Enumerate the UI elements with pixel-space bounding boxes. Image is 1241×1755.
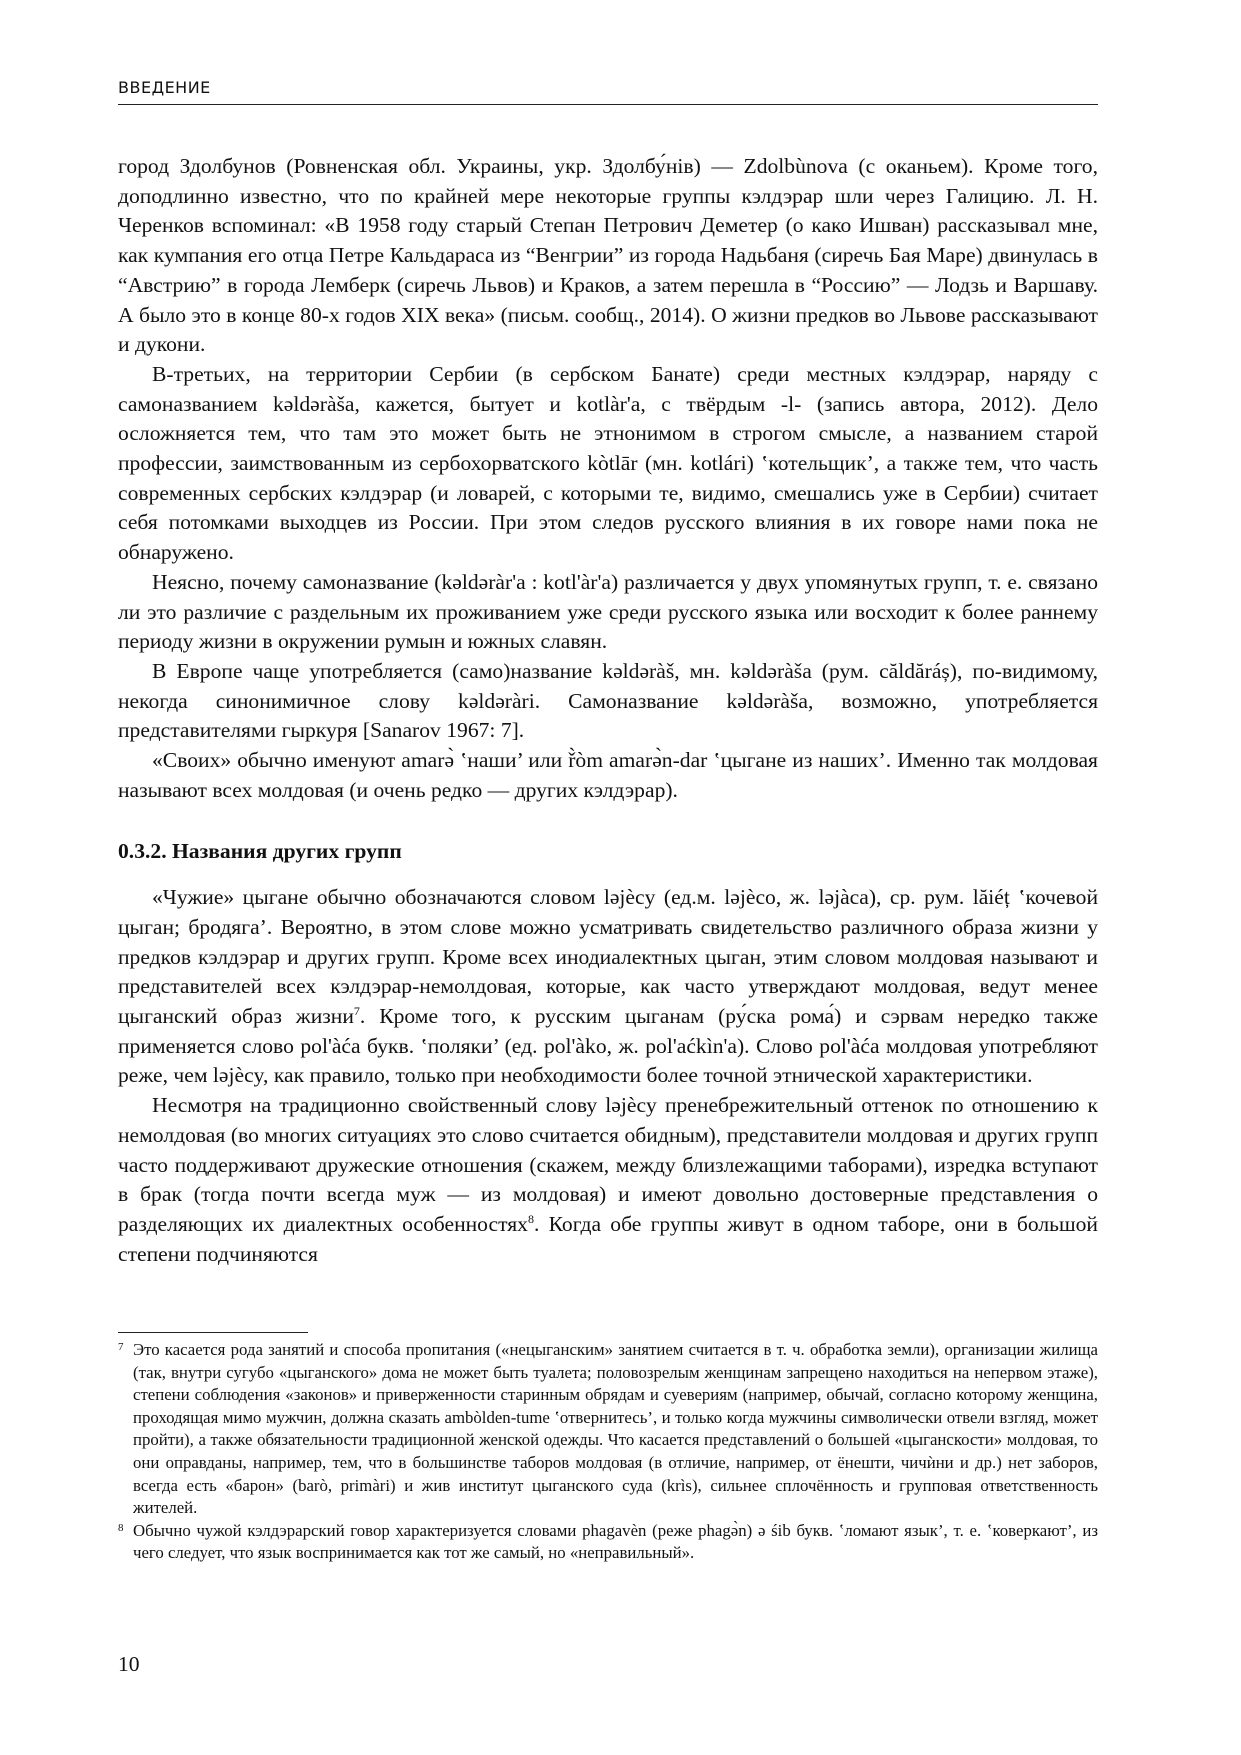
section-paragraph-1-text-after: . Кроме того, к русским цыганам (ру́ска рома́) и сэрвам нередко также применяется слово pol'àća букв. ʽполяки’ (ед. pol'àko, ж. pol'aćkìn'a). Слово pol'àća молдовая употребляют реже, чем ləjècy, как правило, только при необходимости более точной этнической характеристики. <box>118 1003 1099 1088</box>
footnote-8 <box>118 1520 1098 1565</box>
section-paragraph-2-text-after: . Когда обе группы живут в одном таборе, они в большой степени подчиняются <box>118 1211 1098 1266</box>
paragraph-4: В Европе чаще употребляется (само)название kəldəràš, мн. kəldəràša (рум. căldăráș), по-видимому, некогда синонимичное слову kəldəràri. Самоназвание kəldəràša, возможно, употребляется представителями гыркуря [Sanarov 1967: 7]. <box>118 658 1098 743</box>
paragraph-5: «Своих» обычно именуют amarə̀ ʽнаши’ или ř̀òm amarə̀n-dar ʽцыгане из наших’. Именно так молдовая называют всех молдовая (и очень редко — других кэлдэрар). <box>118 748 1098 802</box>
paragraph-1: город Здолбунов (Ровненская обл. Украины, укр. Здолбу́нів) — Zdolbùnova (с оканьем). Кроме того, доподлинно известно, что по крайней мере некоторые группы кэлдэрар шли через Галицию. Л. Н. Черенков вспоминал: «В 1958 году старый Степан Петрович Деметер (о како Ишван) рассказывал мне, как кумпания его отца Петре Кальдараса из “Венгрии” из города Надьбаня (сиречь Бая Маре) двинулась в “Австрию” в города Лемберк (сиречь Львов) и Краков, а затем перешла в “Россию” — Лодзь и Варшаву. А было это в конце 80-х годов XIX века» (письм. сообщ., 2014). О жизни предков во Львове рассказывают и дукони. <box>118 154 1098 357</box>
section-paragraph-2 <box>118 1091 1098 1269</box>
footnote-7 <box>118 1339 1098 1520</box>
footnote-divider <box>118 1332 308 1333</box>
paragraph-3: Неясно, почему самоназвание (kəldəràr'a : kotl'àr'a) различается у двух упомянутых групп, т. е. связано ли это различие с раздельным их проживанием уже среди русского языка или восходит к более раннему периоду жизни в окружении румын и южных славян. <box>118 569 1098 654</box>
section-paragraph-2-text: Несмотря на традиционно свойственный слову ləjècy пренебрежительный оттенок по отношению к немолдовая (во многих ситуациях это слово считается обидным), представители молдовая и других групп часто поддерживают дружеские отношения (скажем, между близлежащими таборами), изредка вступают в брак (тогда почти всегда муж — из молдовая) и имеют довольно достоверные представления о разделяющих их диалектных особенностях <box>118 1093 1098 1236</box>
footnote-ref-8[interactable]: 8 <box>527 1211 534 1226</box>
footnote-8-number: 8 <box>118 1521 124 1534</box>
paragraph-2: В-третьих, на территории Сербии (в сербском Банате) среди местных кэлдэрар, наряду с самоназванием kəldəràša, кажется, бытует и kotlàr'a, с твёрдым -l- (запись автора, 2012). Дело осложняется тем, что там это может быть не этнонимом в строгом смысле, а названием старой профессии, заимствованным из сербохорватского kòtlār (мн. kotlári) ʽкотельщик’, а также тем, что часть современных сербских кэлдэрар (и ловарей, с которыми те, видимо, смешались уже в Сербии) считает себя потомками выходцев из России. При этом следов русского влияния в их говоре нами пока не обнаружено. <box>118 361 1098 565</box>
footnote-8-text: Обычно чужой кэлдэрарский говор характеризуется словами phagavèn (реже phagə̀n) ə śib букв. ʽломают язык’, т. е. ʽковеркают’, из чего следует, что язык воспринимается как тот же самый, но «неправильный». <box>133 1520 1098 1563</box>
footnote-7-number: 7 <box>118 1341 124 1353</box>
footnote-7-text: Это касается рода занятий и способа пропитания («нецыганским» занятием считается в т. ч. обработка земли), организации жилища (так, внутри сугубо «цыганского» дома не может быть туалета; половозрелым женщинам запрещено находиться на непервом этаже), степени соблюдения «законов» и приверженности старинным обрядам и суевериям (например, обычай, согласно которому женщина, проходящая мимо мужчин, должна сказать ambòlden-tume ʽотвернитесь’, и только когда мужчины символически отвели взгляд, может пройти), а также обязательности традиционной женской одежды. Что касается представлений о большей «цыганскости» молдовая, то они оправданы, например, тем, что в большинстве таборов молдовая (в отличие, например, от ёнешти, чичѝни и др.) нет заборов, всегда есть «барон» (barò, primàri) и жив институт цыганского суда (krìs), сильнее сплочённость и групповая ответственность жителей. <box>133 1340 1098 1518</box>
section-heading: 0.3.2. Названия других групп <box>118 839 402 864</box>
footnote-ref-7[interactable]: 7 <box>353 1003 360 1018</box>
running-header <box>118 74 1098 105</box>
footnotes <box>118 1339 1098 1565</box>
main-text <box>118 152 1098 1269</box>
section-paragraph-1 <box>118 883 1098 1091</box>
section-paragraph-1-text: «Чужие» цыгане обычно обозначаются словом ləjècy (ед.м. ləjèco, ж. ləjàca), ср. рум. lăiéț ʽкочевой цыган; бродяга’. Вероятно, в этом слове можно усматривать свидетельство различного образа жизни у предков кэлдэрар и других групп. Кроме всех инодиалектных цыган, этим словом молдовая называют и представителей всех кэлдэрар-немолдовая, которые, как часто утверждают молдовая, ведут менее цыганский образ жизни <box>118 885 1098 1028</box>
page-number: 10 <box>118 1652 140 1676</box>
header-title: ВВЕДЕНИЕ <box>118 78 211 97</box>
